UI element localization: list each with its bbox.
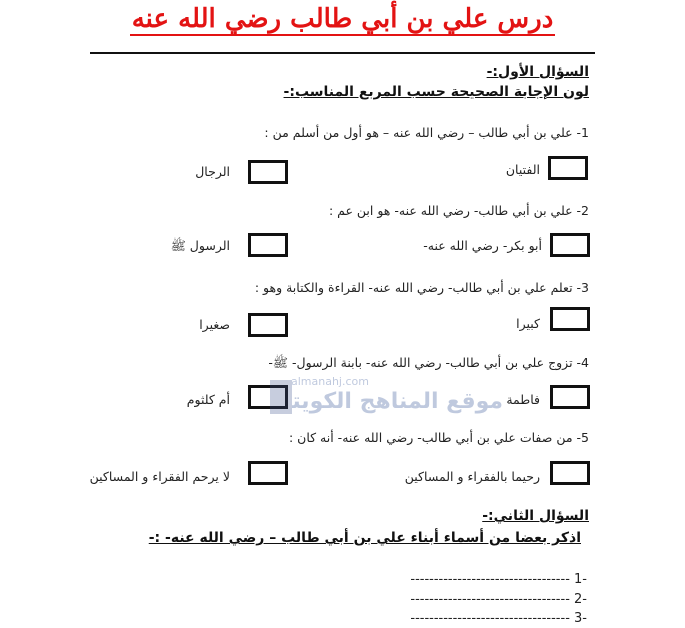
answer-line-1[interactable]: -1 ---------------------------------- [410,572,587,587]
watermark-name: موقع المناهج الكويتية [270,389,504,414]
question-4-option-2-label: أم كلثوم [186,392,230,407]
question-4-option-1-label: فاطمة [506,392,540,407]
section2-heading: السؤال الثاني:- [482,508,589,524]
question-1-text: 1- علي بن أبي طالب – رضي الله عنه – هو أول من أسلم من : [264,125,589,140]
question-5-option-2-label: لا يرحم الفقراء و المساكين [89,469,230,484]
question-4-text: 4- تزوج علي بن أبي طالب- رضي الله عنه- بابنة الرسول- ﷺ- [268,355,589,370]
question-2-option-2-box[interactable] [248,233,288,257]
question-5-option-2-box[interactable] [248,461,288,485]
section2-instruction: اذكر بعضا من أسماء أبناء علي بن أبي طالب – رضي الله عنه- :- [148,530,581,546]
question-1-option-2-label: الرجال [195,164,230,179]
watermark-site: almanahj.com [291,375,369,388]
question-3-option-1-box[interactable] [550,307,590,331]
section1-heading: السؤال الأول:- [486,64,589,80]
question-1-option-2-box[interactable] [248,160,288,184]
question-3-option-1-label: كبيرا [516,316,540,331]
question-5-option-1-label: رحيما بالفقراء و المساكين [404,469,540,484]
question-3-option-2-box[interactable] [248,313,288,337]
question-4-option-2-box[interactable] [248,385,288,409]
question-1-option-1-label: الفتيان [505,162,540,177]
question-3-option-2-label: صغيرا [199,317,230,332]
question-2-option-1-box[interactable] [550,233,590,257]
question-3-text: 3- تعلم علي بن أبي طالب- رضي الله عنه- القراءة والكتابة وهو : [254,280,589,295]
question-2-option-2-label: الرسول ﷺ [170,238,230,253]
question-5-option-1-box[interactable] [550,461,590,485]
question-1-option-1-box[interactable] [548,156,588,180]
question-2-text: 2- علي بن أبي طالب- رضي الله عنه- هو ابن عم : [328,203,589,218]
answer-line-3[interactable]: -3 ---------------------------------- [410,611,587,626]
question-4-option-1-box[interactable] [550,385,590,409]
question-2-option-1-label: أبو بكر- رضي الله عنه- [423,238,542,253]
document-title: درس علي بن أبي طالب رضي الله عنه [131,4,554,34]
title-divider [90,52,595,54]
section1-instruction: لون الإجابة الصحيحة حسب المربع المناسب:- [283,84,589,100]
question-5-text: 5- من صفات علي بن أبي طالب- رضي الله عنه- أنه كان : [288,430,589,445]
answer-line-2[interactable]: -2 ---------------------------------- [410,592,587,607]
